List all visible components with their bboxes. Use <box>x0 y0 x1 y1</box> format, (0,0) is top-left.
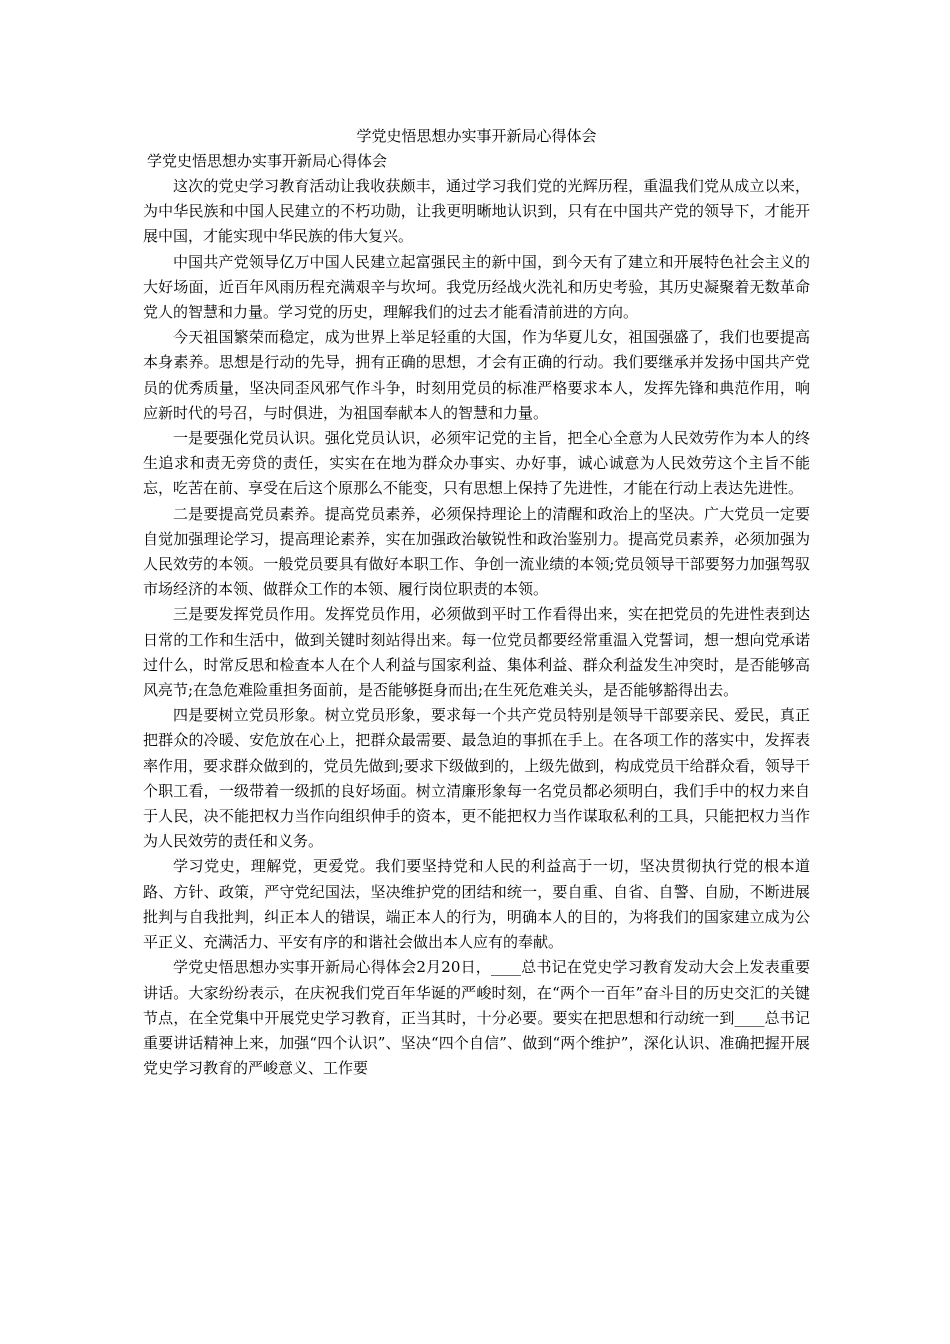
paragraph-1: 这次的党史学习教育活动让我收获颇丰，通过学习我们党的光辉历程，重温我们党从成立以来，为中华民族和中国人民建立的不朽功勋，让我更明晰地认识到，只有在中国共产党的领导下，才能开展中国，才能实现中华民族的伟大复兴。 <box>143 177 810 246</box>
document-title: 学党史悟思想办实事开新局心得体会 <box>356 127 597 145</box>
paragraph-4: 一是要强化党员认识。强化党员认识，必须牢记党的主旨，把全心全意为人民效劳作为本人的终生追求和责无旁贷的责任，实实在在地为群众办事实、办好事，诚心诚意为人民效劳这个主旨不能忘，吃苦在前、享受在后这个原那么不能变，只有思想上保持了先进性，才能在行动上表达先进性。 <box>143 429 810 498</box>
paragraph-6: 三是要发挥党员作用。发挥党员作用，必须做到平时工作看得出来，实在把党员的先进性表到达日常的工作和生活中，做到关键时刻站得出来。每一位党员都要经常重温入党誓词，想一想向党承诺过什么，时常反思和检查本人在个人利益与国家利益、集体利益、群众利益发生冲突时，是否能够高风亮节;在急危难险重担务面前，是否能够挺身而出;在生死危难关头，是否能够豁得出去。 <box>143 605 810 700</box>
paragraph-9: 学党史悟思想办实事开新局心得体会2月20日，____总书记在党史学习教育发动大会上发表重要讲话。大家纷纷表示，在庆祝我们党百年华诞的严峻时刻，在“两个一百年”奋斗目的历史交汇的关键节点，在全党集中开展党史学习教育，正当其时，十分必要。要实在把思想和行动统一到____总书记重要讲话精神上来，加强“四个认识”、坚决“四个自信”、做到“两个维护”，深化认识、准确把握开展党史学习教育的严峻意义、工作要 <box>143 958 810 1078</box>
paragraph-3: 今天祖国繁荣而稳定，成为世界上举足轻重的大国，作为华夏儿女，祖国强盛了，我们也要提高本身素养。思想是行动的先导，拥有正确的思想，才会有正确的行动。我们要继承并发扬中国共产党员的优秀质量，坚决同歪风邪气作斗争，时刻用党员的标准严格要求本人，发挥先锋和典范作用，响应新时代的号召，与时俱进，为祖国奉献本人的智慧和力量。 <box>143 328 810 422</box>
paragraph-8: 学习党史，理解党，更爱党。我们要坚持党和人民的利益高于一切，坚决贯彻执行党的根本道路、方针、政策，严守党纪国法，坚决维护党的团结和统一，要自重、自省、自警、自励，不断进展批判与自我批判，纠正本人的错误，端正本人的行为，明确本人的目的，为将我们的国家建立成为公平正义、充满活力、平安有序的和谐社会做出本人应有的奉献。 <box>143 857 810 952</box>
document-page <box>143 124 810 1081</box>
document-subtitle: 学党史悟思想办实事开新局心得体会 <box>147 152 388 170</box>
paragraph-2: 中国共产党领导亿万中国人民建立起富强民主的新中国，到今天有了建立和开展特色社会主义的大好场面，近百年风雨历程充满艰辛与坎坷。我党历经战火洗礼和历史考验，其历史凝聚着无数革命党人的智慧和力量。学习党的历史，理解我们的过去才能看清前进的方向。 <box>143 252 810 322</box>
paragraph-7: 四是要树立党员形象。树立党员形象，要求每一个共产党员特别是领导干部要亲民、爱民，真正把群众的冷暖、安危放在心上，把群众最需要、最急迫的事抓在手上。在各项工作的落实中，发挥表率作用，要求群众做到的，党员先做到;要求下级做到的，上级先做到，构成党员干给群众看，领导干个职工看，一级带着一级抓的良好场面。树立清廉形象每一名党员都必须明白，我们手中的权力来自于人民，决不能把权力当作向组织伸手的资本，更不能把权力当作谋取私利的工具，只能把权力当作为人民效劳的责任和义务。 <box>143 706 810 851</box>
paragraph-5: 二是要提高党员素养。提高党员素养，必须保持理论上的清醒和政治上的坚决。广大党员一定要自觉加强理论学习，提高理论素养，实在加强政治敏锐性和政治鉴别力。提高党员素养，必须加强为人民效劳的本领。一般党员要具有做好本职工作、争创一流业绩的本领;党员领导干部要努力加强驾驭市场经济的本领、做群众工作的本领、履行岗位职责的本领。 <box>143 504 810 599</box>
